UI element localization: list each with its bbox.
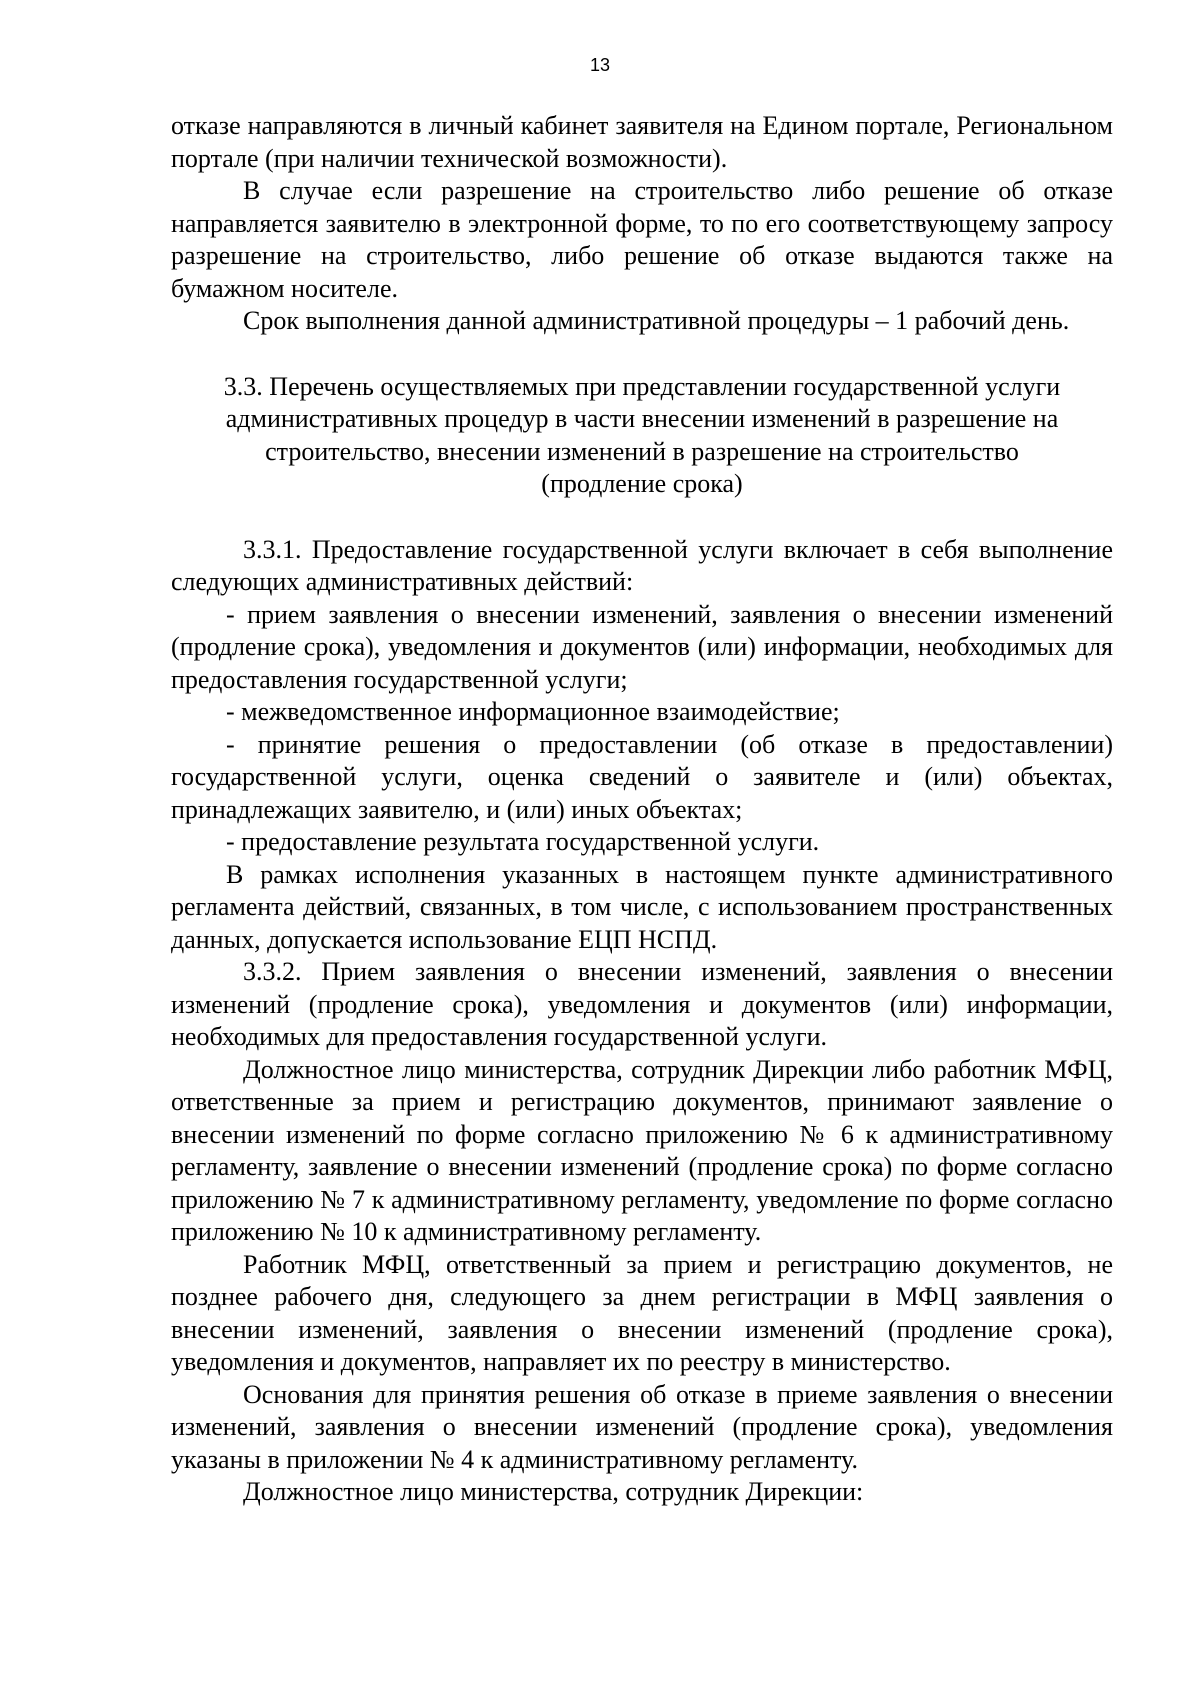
heading-spacer xyxy=(171,501,1113,534)
section-heading: 3.3. Перечень осуществляемых при представлении государственной услуги административных процедур в части внесении изменений в разрешение на строительство, внесении изменений в разрешение на строительство (продление срока) xyxy=(223,371,1061,498)
paragraph: Должностное лицо министерства, сотрудник Дирекции: xyxy=(243,1477,864,1506)
paragraph: В случае если разрешение на строительство либо решение об отказе направляется заявителю в электронной форме, то по его соответствующему запросу разрешение на строительство, либо решение об отказе выдаются также на бумажном носителе. xyxy=(171,176,1113,303)
list-item: - принятие решения о предоставлении (об отказе в предоставлении) государственной услуги, оценка сведений о заявителе и (или) объектах, принадлежащих заявителю, и (или) иных объектах; xyxy=(171,729,1113,824)
list-item: - предоставление результата государственной услуги. xyxy=(226,827,820,856)
paragraph: Основания для принятия решения об отказе в приеме заявления о внесении изменений, заявления о внесении изменений (продление срока), уведомления указаны в приложении № 4 к административному регламенту. xyxy=(171,1379,1113,1474)
paragraph: 3.3.1. Предоставление государственной услуги включает в себя выполнение следующих административных действий: xyxy=(171,534,1113,596)
list-item: - межведомственное информационное взаимодействие; xyxy=(226,697,840,726)
list-item: - прием заявления о внесении изменений, заявления о внесении изменений (продление срока), уведомления и документов (или) информации, необходимых для предоставления государственной услуги; xyxy=(171,599,1113,694)
page-number: 13 xyxy=(589,55,611,75)
paragraph: отказе направляются в личный кабинет заявителя на Едином портале, Региональном портале (при наличии технической возможности). xyxy=(171,111,1113,173)
paragraph: Должностное лицо министерства, сотрудник Дирекции либо работник МФЦ, ответственные за прием и регистрацию документов, принимают заявление о внесении изменений по форме согласно приложению № 6 к административному регламенту, заявление о внесении изменений (продление срока) по форме согласно приложению № 7 к административному регламенту, уведомление по форме согласно приложению № 10 к административному регламенту. xyxy=(171,1054,1113,1246)
paragraph: Срок выполнения данной административной процедуры – 1 рабочий день. xyxy=(243,306,1070,335)
paragraph: Работник МФЦ, ответственный за прием и регистрацию документов, не позднее рабочего дня, следующего за днем регистрации в МФЦ заявления о внесении изменений, заявления о внесении изменений (продление срока), уведомления и документов, направляет их по реестру в министерство. xyxy=(171,1249,1113,1376)
paragraph: 3.3.2. Прием заявления о внесении изменений, заявления о внесении изменений (продление срока), уведомления и документов (или) информации, необходимых для предоставления государственной услуги. xyxy=(171,957,1113,1051)
document-body xyxy=(171,110,1113,1509)
paragraph: В рамках исполнения указанных в настоящем пункте административного регламента действий, связанных, в том числе, с использованием пространственных данных, допускается использование ЕЦП НСПД. xyxy=(171,859,1113,954)
